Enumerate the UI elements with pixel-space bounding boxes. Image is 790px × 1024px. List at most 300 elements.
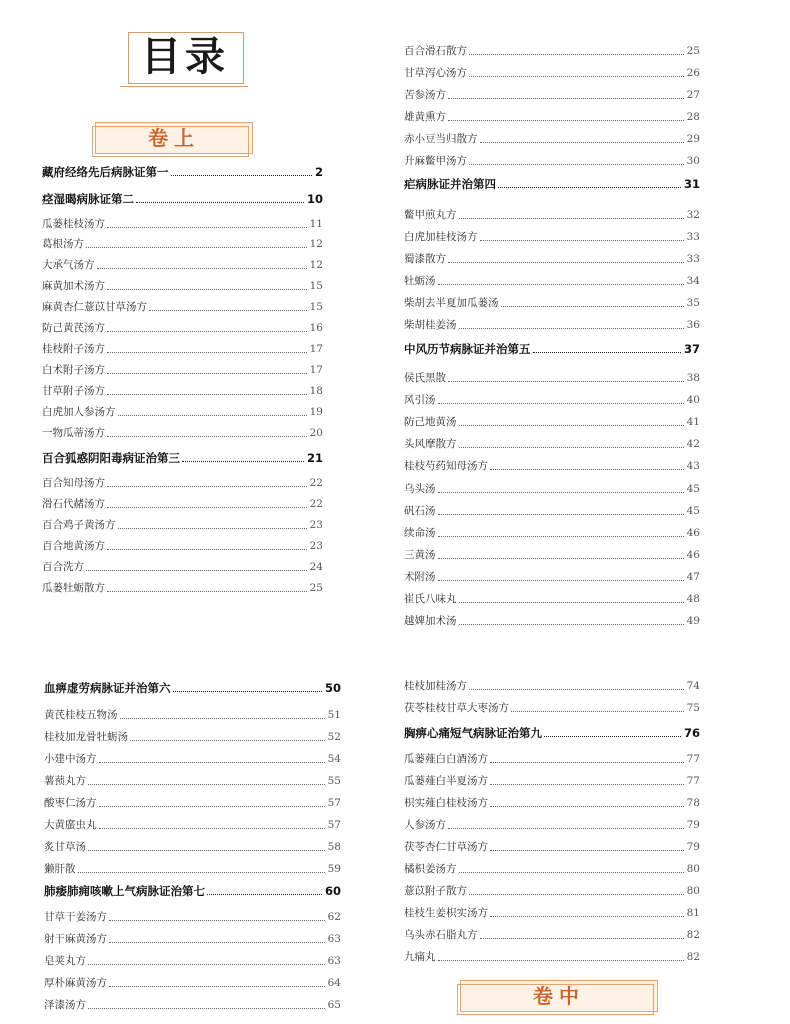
toc-entry-title: 藏府经络先后病脉证第一: [42, 165, 169, 179]
toc-entry-page: 79: [686, 841, 700, 853]
leader-dots: [448, 380, 684, 382]
toc-entry-title: 白虎加桂枝汤方: [404, 231, 478, 243]
toc-entry[interactable]: [44, 816, 341, 832]
toc-entry-title: 橘枳姜汤方: [404, 863, 457, 875]
toc-entry-title: 百合洗方: [42, 561, 84, 573]
toc-entry-page: 19: [309, 406, 323, 418]
leader-dots: [438, 557, 684, 559]
toc-entry[interactable]: [404, 42, 700, 58]
toc-entry-title: 薏苡附子散方: [404, 885, 467, 897]
toc-entry-title: 乌头汤: [404, 483, 436, 495]
leader-dots: [136, 201, 304, 203]
toc-entry[interactable]: [404, 699, 700, 715]
leader-dots: [469, 75, 684, 77]
toc-entry[interactable]: [404, 838, 700, 854]
toc-entry-title: 肺痿肺痈咳嗽上气病脉证治第七: [44, 884, 205, 898]
toc-entry-title: 炙甘草汤: [44, 841, 86, 853]
toc-chapter-entry[interactable]: [42, 163, 323, 179]
toc-entry[interactable]: [404, 64, 700, 80]
toc-entry[interactable]: [404, 391, 700, 407]
toc-entry-page: 18: [309, 385, 323, 397]
leader-dots: [88, 963, 325, 965]
toc-entry-title: 滑石代赭汤方: [42, 498, 105, 510]
toc-entry-page: 31: [683, 177, 700, 191]
toc-entry[interactable]: [404, 926, 700, 942]
toc-entry-title: 皂荚丸方: [44, 955, 86, 967]
toc-entry-page: 25: [686, 45, 700, 57]
toc-entry-page: 26: [686, 67, 700, 79]
toc-entry-page: 2: [314, 165, 323, 179]
leader-dots: [459, 601, 684, 603]
toc-entry-page: 25: [309, 582, 323, 594]
toc-entry-page: 21: [306, 451, 323, 465]
toc-entry-page: 43: [686, 460, 700, 472]
toc-entry-title: 蜀漆散方: [404, 253, 446, 265]
toc-entry-page: 30: [686, 155, 700, 167]
page-title-box: [120, 32, 248, 90]
toc-chapter-entry[interactable]: [44, 882, 341, 898]
toc-entry-title: 矾石汤: [404, 505, 436, 517]
leader-dots: [107, 548, 307, 550]
toc-entry[interactable]: [404, 750, 700, 766]
toc-entry-page: 46: [686, 527, 700, 539]
leader-dots: [97, 267, 307, 269]
toc-entry[interactable]: [42, 382, 323, 398]
toc-entry[interactable]: [42, 319, 323, 335]
toc-entry-title: 桂枝生姜枳实汤方: [404, 907, 488, 919]
toc-entry-title: 升麻鳖甲汤方: [404, 155, 467, 167]
toc-entry-title: 胸痹心痛短气病脉证治第九: [404, 726, 542, 740]
leader-dots: [480, 239, 684, 241]
toc-entry[interactable]: [404, 130, 700, 146]
toc-entry-title: 人参汤方: [404, 819, 446, 831]
toc-entry[interactable]: [404, 108, 700, 124]
toc-entry-page: 12: [309, 259, 323, 271]
toc-entry-title: 白术附子汤方: [42, 364, 105, 376]
leader-dots: [107, 506, 307, 508]
toc-entry-page: 46: [686, 549, 700, 561]
toc-chapter-entry[interactable]: [42, 449, 323, 465]
toc-entry[interactable]: [44, 996, 341, 1012]
toc-entry-title: 甘草干姜汤方: [44, 911, 107, 923]
toc-entry[interactable]: [404, 86, 700, 102]
toc-entry[interactable]: [404, 206, 700, 222]
leader-dots: [107, 372, 307, 374]
toc-entry-page: 63: [327, 955, 341, 967]
leader-dots: [109, 941, 325, 943]
toc-entry-page: 82: [686, 929, 700, 941]
toc-entry-page: 33: [686, 231, 700, 243]
toc-entry-page: 24: [309, 561, 323, 573]
leader-dots: [438, 283, 684, 285]
leader-dots: [448, 119, 684, 121]
leader-dots: [107, 351, 307, 353]
toc-entry-page: 48: [686, 593, 700, 605]
leader-dots: [109, 919, 325, 921]
toc-entry-page: 63: [327, 933, 341, 945]
toc-entry-title: 大黄䗪虫丸: [44, 819, 97, 831]
toc-entry-page: 37: [683, 342, 700, 356]
toc-entry-title: 百合鸡子黄汤方: [42, 519, 116, 531]
toc-entry-page: 15: [309, 280, 323, 292]
leader-dots: [480, 141, 684, 143]
toc-entry[interactable]: [44, 860, 341, 876]
toc-entry-title: 雄黄熏方: [404, 111, 446, 123]
toc-entry-title: 鳖甲煎丸方: [404, 209, 457, 221]
toc-entry[interactable]: [404, 152, 700, 168]
toc-entry-page: 79: [686, 819, 700, 831]
volume-heading-upper: 卷上: [95, 122, 253, 154]
leader-dots: [107, 226, 307, 228]
toc-entry-page: 34: [686, 275, 700, 287]
toc-entry-page: 32: [686, 209, 700, 221]
toc-entry-title: 桂枝附子汤方: [42, 343, 105, 355]
toc-entry[interactable]: [44, 772, 341, 788]
toc-entry-title: 一物瓜蒂汤方: [42, 427, 105, 439]
leader-dots: [107, 330, 307, 332]
toc-entry-page: 23: [309, 540, 323, 552]
toc-entry-page: 10: [306, 192, 323, 206]
toc-entry-page: 22: [309, 498, 323, 510]
toc-entry-title: 瓜蒌牡蛎散方: [42, 582, 105, 594]
toc-entry[interactable]: [44, 908, 341, 924]
toc-chapter-entry[interactable]: [404, 724, 700, 740]
leader-dots: [448, 827, 684, 829]
toc-entry[interactable]: [404, 568, 700, 584]
toc-entry-title: 柴胡去半夏加瓜蒌汤: [404, 297, 499, 309]
toc-entry-title: 苦参汤方: [404, 89, 446, 101]
toc-entry-title: 白虎加人参汤方: [42, 406, 116, 418]
toc-entry-title: 血痹虚劳病脉证并治第六: [44, 681, 171, 695]
toc-chapter-entry[interactable]: [44, 679, 341, 695]
toc-entry-page: 80: [686, 885, 700, 897]
toc-chapter-entry[interactable]: [404, 175, 700, 191]
toc-entry-page: 57: [327, 819, 341, 831]
leader-dots: [459, 424, 684, 426]
toc-entry[interactable]: [404, 228, 700, 244]
leader-dots: [490, 805, 684, 807]
leader-dots: [490, 468, 684, 470]
toc-entry[interactable]: [44, 706, 341, 722]
toc-entry-title: 九痛丸: [404, 951, 436, 963]
leader-dots: [469, 53, 684, 55]
leader-dots: [469, 893, 684, 895]
leader-dots: [171, 174, 312, 176]
toc-entry[interactable]: [404, 524, 700, 540]
leader-dots: [182, 460, 304, 462]
leader-dots: [511, 710, 684, 712]
toc-entry-page: 20: [309, 427, 323, 439]
toc-entry-page: 76: [683, 726, 700, 740]
toc-entry[interactable]: [42, 495, 323, 511]
toc-entry-title: 瓜蒌薤白半夏汤方: [404, 775, 488, 787]
leader-dots: [459, 327, 684, 329]
toc-entry-page: 65: [327, 999, 341, 1011]
toc-entry-page: 54: [327, 753, 341, 765]
leader-dots: [438, 959, 684, 961]
toc-entry-page: 36: [686, 319, 700, 331]
toc-entry[interactable]: [404, 369, 700, 385]
toc-entry-title: 百合知母汤方: [42, 477, 105, 489]
toc-entry-title: 薯蓣丸方: [44, 775, 86, 787]
leader-dots: [107, 485, 307, 487]
toc-entry-title: 麻黄加术汤方: [42, 280, 105, 292]
leader-dots: [109, 985, 325, 987]
leader-dots: [469, 163, 684, 165]
toc-entry[interactable]: [404, 502, 700, 518]
toc-entry-page: 49: [686, 615, 700, 627]
toc-entry[interactable]: [404, 250, 700, 266]
leader-dots: [438, 491, 684, 493]
toc-entry[interactable]: [44, 728, 341, 744]
toc-entry[interactable]: [44, 794, 341, 810]
toc-entry-title: 瓜蒌薤白白酒汤方: [404, 753, 488, 765]
toc-entry-title: 小建中汤方: [44, 753, 97, 765]
leader-dots: [86, 569, 307, 571]
toc-chapter-entry[interactable]: [42, 190, 323, 206]
toc-entry-title: 茯苓杏仁甘草汤方: [404, 841, 488, 853]
toc-entry-title: 痉湿暍病脉证第二: [42, 192, 134, 206]
toc-entry-title: 赤小豆当归散方: [404, 133, 478, 145]
leader-dots: [130, 739, 325, 741]
toc-entry[interactable]: [42, 579, 323, 595]
leader-dots: [438, 513, 684, 515]
leader-dots: [107, 435, 307, 437]
leader-dots: [490, 915, 684, 917]
toc-entry[interactable]: [42, 215, 323, 231]
leader-dots: [120, 717, 325, 719]
toc-entry[interactable]: [42, 403, 323, 419]
leader-dots: [88, 1007, 325, 1009]
toc-entry[interactable]: [404, 904, 700, 920]
toc-entry[interactable]: [404, 457, 700, 473]
leader-dots: [459, 623, 684, 625]
leader-dots: [490, 761, 684, 763]
toc-entry-page: 82: [686, 951, 700, 963]
leader-dots: [448, 97, 684, 99]
toc-entry-title: 头风摩散方: [404, 438, 457, 450]
toc-entry-page: 78: [686, 797, 700, 809]
toc-entry[interactable]: [44, 974, 341, 990]
title-underline: [120, 86, 248, 87]
toc-entry-title: 中风历节病脉证并治第五: [404, 342, 531, 356]
leader-dots: [533, 351, 681, 353]
leader-dots: [438, 579, 684, 581]
toc-entry-title: 桂枝加桂汤方: [404, 680, 467, 692]
toc-entry-page: 50: [324, 681, 341, 695]
toc-entry-title: 防己黄芪汤方: [42, 322, 105, 334]
leader-dots: [107, 393, 307, 395]
toc-entry[interactable]: [404, 882, 700, 898]
toc-entry-page: 17: [309, 343, 323, 355]
leader-dots: [490, 849, 684, 851]
toc-entry[interactable]: [42, 361, 323, 377]
toc-entry-title: 桂枝加龙骨牡蛎汤: [44, 731, 128, 743]
toc-entry[interactable]: [404, 677, 700, 693]
toc-entry-page: 33: [686, 253, 700, 265]
toc-entry-title: 柴胡桂姜汤: [404, 319, 457, 331]
toc-entry-page: 42: [686, 438, 700, 450]
toc-entry[interactable]: [42, 235, 323, 251]
toc-entry-title: 葛根汤方: [42, 238, 84, 250]
toc-entry-title: 续命汤: [404, 527, 436, 539]
leader-dots: [88, 783, 325, 785]
leader-dots: [99, 827, 325, 829]
toc-entry-page: 15: [309, 301, 323, 313]
toc-entry-page: 77: [686, 753, 700, 765]
leader-dots: [501, 305, 684, 307]
toc-entry-page: 64: [327, 977, 341, 989]
toc-entry[interactable]: [404, 413, 700, 429]
toc-entry-page: 22: [309, 477, 323, 489]
toc-entry-page: 40: [686, 394, 700, 406]
toc-entry-title: 术附汤: [404, 571, 436, 583]
toc-entry[interactable]: [44, 952, 341, 968]
toc-entry[interactable]: [44, 838, 341, 854]
leader-dots: [107, 288, 307, 290]
toc-entry-page: 35: [686, 297, 700, 309]
toc-entry-page: 52: [327, 731, 341, 743]
toc-entry[interactable]: [404, 480, 700, 496]
toc-entry-title: 风引汤: [404, 394, 436, 406]
toc-entry-title: 枳实薤白桂枝汤方: [404, 797, 488, 809]
leader-dots: [459, 871, 684, 873]
leader-dots: [86, 246, 307, 248]
leader-dots: [118, 527, 307, 529]
toc-entry[interactable]: [42, 537, 323, 553]
toc-entry-title: 牡蛎汤: [404, 275, 436, 287]
toc-entry-title: 越婢加术汤: [404, 615, 457, 627]
toc-entry[interactable]: [404, 546, 700, 562]
leader-dots: [107, 590, 307, 592]
leader-dots: [438, 535, 684, 537]
toc-entry-page: 62: [327, 911, 341, 923]
toc-entry[interactable]: [42, 558, 323, 574]
toc-entry-title: 酸枣仁汤方: [44, 797, 97, 809]
toc-entry-title: 桂枝芍药知母汤方: [404, 460, 488, 472]
toc-entry[interactable]: [404, 948, 700, 964]
toc-entry[interactable]: [404, 772, 700, 788]
toc-entry[interactable]: [42, 424, 323, 440]
leader-dots: [99, 805, 325, 807]
toc-entry[interactable]: [404, 612, 700, 628]
toc-entry-page: 77: [686, 775, 700, 787]
toc-entry-title: 瓜蒌桂枝汤方: [42, 218, 105, 230]
leader-dots: [544, 735, 681, 737]
toc-entry-page: 47: [686, 571, 700, 583]
leader-dots: [207, 893, 322, 895]
leader-dots: [490, 783, 684, 785]
toc-entry-page: 27: [686, 89, 700, 101]
toc-entry-title: 甘草附子汤方: [42, 385, 105, 397]
toc-entry[interactable]: [404, 435, 700, 451]
toc-entry-title: 乌头赤石脂丸方: [404, 929, 478, 941]
toc-entry-page: 45: [686, 483, 700, 495]
leader-dots: [118, 414, 307, 416]
toc-entry-title: 甘草泻心汤方: [404, 67, 467, 79]
leader-dots: [469, 688, 684, 690]
toc-entry[interactable]: [42, 298, 323, 314]
toc-entry-title: 射干麻黄汤方: [44, 933, 107, 945]
toc-entry-page: 75: [686, 702, 700, 714]
toc-entry-page: 55: [327, 775, 341, 787]
toc-entry-page: 80: [686, 863, 700, 875]
toc-entry-page: 28: [686, 111, 700, 123]
leader-dots: [78, 871, 325, 873]
toc-entry[interactable]: [404, 272, 700, 288]
toc-entry[interactable]: [404, 816, 700, 832]
toc-entry[interactable]: [404, 860, 700, 876]
toc-entry-title: 麻黄杏仁薏苡甘草汤方: [42, 301, 147, 313]
volume-heading-middle: 卷中: [460, 980, 658, 1012]
toc-entry-title: 百合滑石散方: [404, 45, 467, 57]
toc-entry-page: 81: [686, 907, 700, 919]
leader-dots: [99, 761, 325, 763]
toc-entry[interactable]: [42, 277, 323, 293]
toc-entry-page: 51: [327, 709, 341, 721]
toc-entry-title: 厚朴麻黄汤方: [44, 977, 107, 989]
toc-entry-page: 74: [686, 680, 700, 692]
toc-entry[interactable]: [404, 316, 700, 332]
toc-entry[interactable]: [404, 294, 700, 310]
toc-entry-page: 23: [309, 519, 323, 531]
toc-entry[interactable]: [42, 474, 323, 490]
toc-entry-page: 38: [686, 372, 700, 384]
toc-entry-title: 疟病脉证并治第四: [404, 177, 496, 191]
leader-dots: [149, 309, 307, 311]
toc-entry-title: 大承气汤方: [42, 259, 95, 271]
toc-entry-page: 57: [327, 797, 341, 809]
toc-entry[interactable]: [404, 590, 700, 606]
toc-entry-page: 58: [327, 841, 341, 853]
toc-entry-page: 41: [686, 416, 700, 428]
leader-dots: [448, 261, 684, 263]
toc-entry-title: 泽漆汤方: [44, 999, 86, 1011]
toc-entry-title: 黄芪桂枝五物汤: [44, 709, 118, 721]
toc-entry-page: 17: [309, 364, 323, 376]
leader-dots: [459, 217, 684, 219]
toc-chapter-entry[interactable]: [404, 340, 700, 356]
toc-entry[interactable]: [42, 340, 323, 356]
toc-entry[interactable]: [44, 750, 341, 766]
toc-entry-title: 百合狐惑阴阳毒病证治第三: [42, 451, 180, 465]
toc-entry-title: 獭肝散: [44, 863, 76, 875]
toc-entry[interactable]: [44, 930, 341, 946]
toc-entry[interactable]: [42, 256, 323, 272]
leader-dots: [459, 446, 684, 448]
toc-entry-page: 16: [309, 322, 323, 334]
toc-entry-title: 百合地黄汤方: [42, 540, 105, 552]
toc-entry-title: 侯氏黑散: [404, 372, 446, 384]
toc-entry-page: 11: [309, 218, 323, 230]
toc-entry-page: 45: [686, 505, 700, 517]
toc-entry-page: 12: [309, 238, 323, 250]
leader-dots: [438, 402, 684, 404]
toc-entry-page: 59: [327, 863, 341, 875]
leader-dots: [480, 937, 684, 939]
toc-entry[interactable]: [42, 516, 323, 532]
toc-entry-title: 三黄汤: [404, 549, 436, 561]
leader-dots: [88, 849, 325, 851]
page-title: 目录: [141, 33, 229, 80]
toc-entry[interactable]: [404, 794, 700, 810]
toc-entry-title: 茯苓桂枝甘草大枣汤方: [404, 702, 509, 714]
toc-entry-title: 崔氏八味丸: [404, 593, 457, 605]
leader-dots: [498, 186, 681, 188]
toc-entry-page: 29: [686, 133, 700, 145]
leader-dots: [173, 690, 322, 692]
toc-entry-page: 60: [324, 884, 341, 898]
